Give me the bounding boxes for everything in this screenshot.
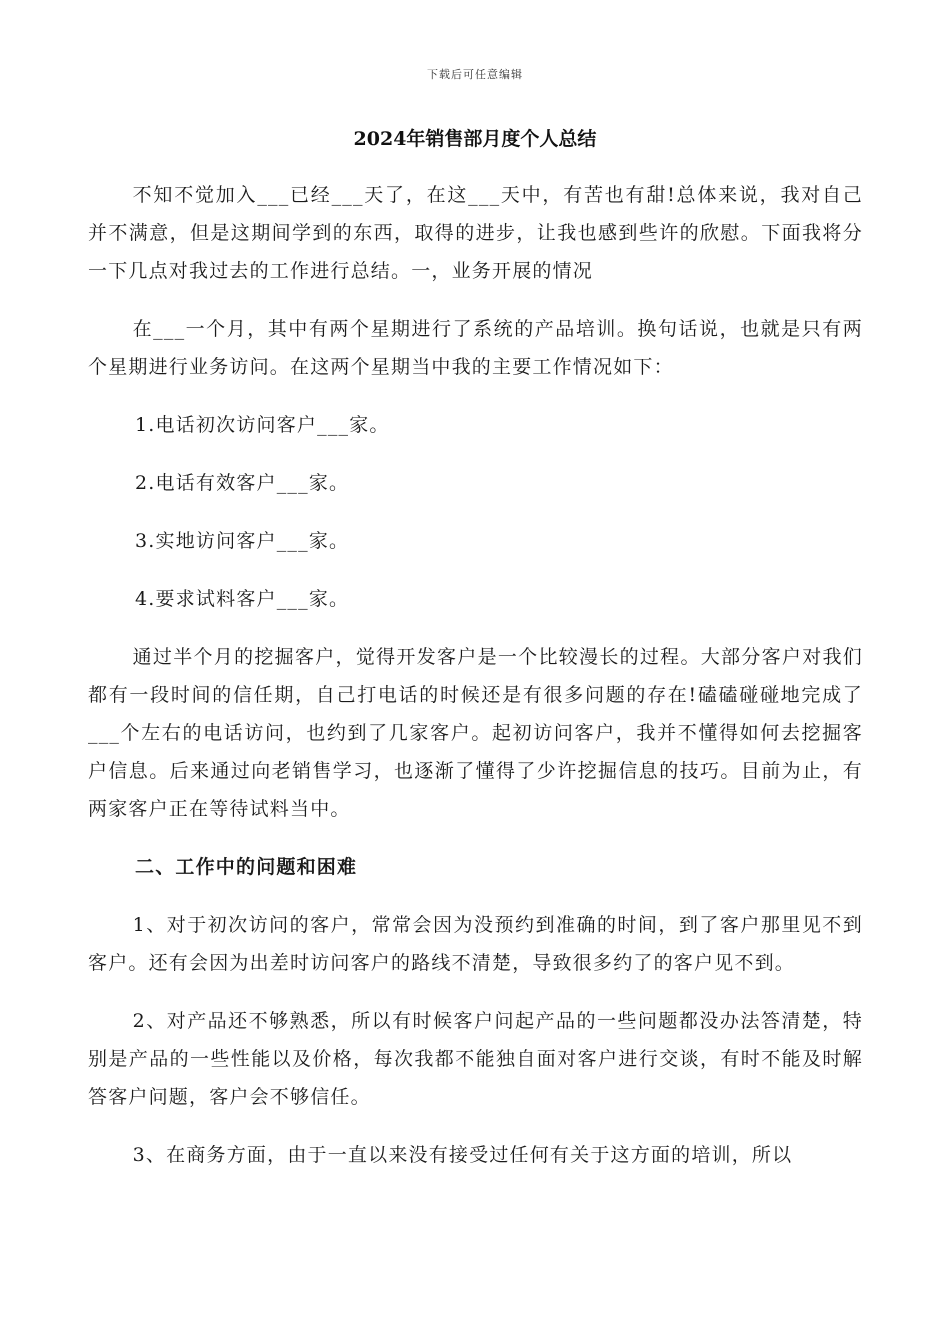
document-body xyxy=(88,176,863,1194)
paragraph-customer-development: 通过半个月的挖掘客户，觉得开发客户是一个比较漫长的过程。大部分客户对我们都有一段时间的信任期，自己打电话的时候还是有很多问题的存在!磕磕碰碰地完成了___个左右的电话访问，也约到了几家客户。起初访问客户，我并不懂得如何去挖掘客户信息。后来通过向老销售学习，也逐渐了懂得了少许挖掘信息的技巧。目前为止，有两家客户正在等待试料当中。 xyxy=(88,646,863,820)
list-item: 1.电话初次访问客户___家。 xyxy=(135,414,390,436)
paragraph-problem-2: 2、对产品还不够熟悉，所以有时候客户问起产品的一些问题都没办法答清楚，特别是产品的一些性能以及价格，每次我都不能独自面对客户进行交谈，有时不能及时解答客户问题，客户会不够信任。 xyxy=(88,1010,863,1108)
paragraph-problem-1: 1、对于初次访问的客户，常常会因为没预约到准确的时间，到了客户那里见不到客户。还有会因为出差时访问客户的路线不清楚，导致很多约了的客户见不到。 xyxy=(88,914,863,974)
paragraph-intro: 不知不觉加入___已经___天了，在这___天中，有苦也有甜!总体来说，我对自己并不满意，但是这期间学到的东西，取得的进步，让我也感到些许的欣慰。下面我将分一下几点对我过去的工作进行总结。一，业务开展的情况 xyxy=(88,184,863,282)
list-item: 2.电话有效客户___家。 xyxy=(135,472,350,494)
list-item: 4.要求试料客户___家。 xyxy=(135,588,350,610)
list-item: 3.实地访问客户___家。 xyxy=(135,530,350,552)
paragraph-problem-3: 3、在商务方面，由于一直以来没有接受过任何有关于这方面的培训，所以 xyxy=(132,1144,793,1166)
document-title: 2024年销售部月度个人总结 xyxy=(353,128,597,150)
paragraph-training: 在___一个月，其中有两个星期进行了系统的产品培训。换句话说，也就是只有两个星期进行业务访问。在这两个星期当中我的主要工作情况如下： xyxy=(88,318,863,378)
header-note: 下载后可任意编辑 xyxy=(427,68,523,81)
section-heading: 二、工作中的问题和困难 xyxy=(135,856,358,878)
